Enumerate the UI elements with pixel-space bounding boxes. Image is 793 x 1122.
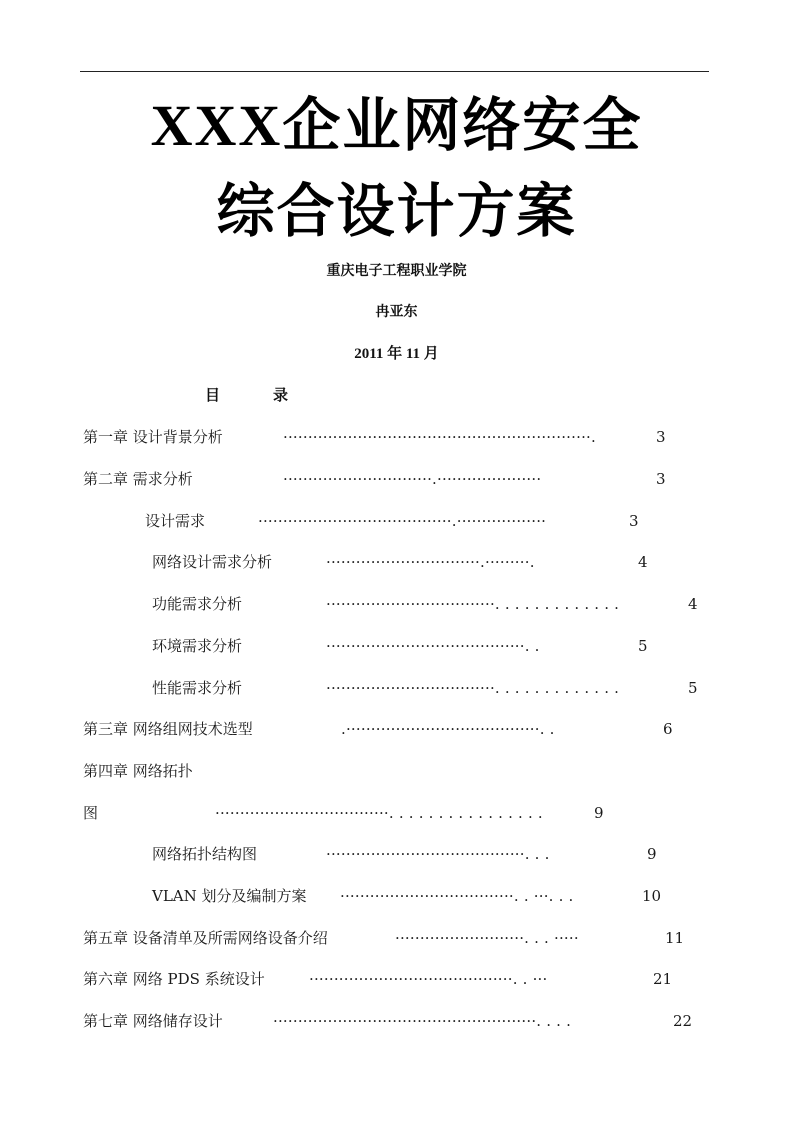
toc-entry[interactable]	[152, 592, 712, 616]
toc-entry-label: 图	[83, 804, 99, 822]
toc-entry-label: 性能需求分析	[152, 679, 243, 697]
toc-entry-label: 第七章 网络储存设计	[83, 1012, 223, 1030]
toc-entry[interactable]	[152, 676, 712, 700]
toc-entry[interactable]	[152, 884, 672, 908]
title-cjk: 企业网络安全	[282, 91, 643, 159]
toc-entry[interactable]	[83, 467, 683, 491]
toc-entry-page: 5	[638, 637, 648, 655]
toc-entry-leader: ··································. . . . . . . . . . . . .	[326, 679, 620, 697]
toc-entry-leader: .·······································. .	[341, 720, 555, 738]
toc-entry-label: VLAN 划分及编制方案	[152, 887, 307, 905]
toc-entry-leader: ·······························.·········.	[326, 553, 535, 571]
toc-entry-page: 21	[653, 970, 673, 988]
toc-entry[interactable]	[83, 967, 683, 991]
toc-entry-label: 第一章 设计背景分析	[83, 428, 223, 446]
toc-entry-page: 6	[663, 720, 673, 738]
toc-heading-char-2: 录	[273, 386, 289, 404]
toc-entry[interactable]	[83, 1009, 703, 1033]
toc-entry-page: 22	[673, 1012, 693, 1030]
document-date: 2011 年 11 月	[354, 346, 439, 362]
toc-entry-page: 9	[647, 845, 657, 863]
toc-entry-leader: ·······································.··················	[258, 512, 547, 530]
toc-entry-page: 3	[629, 512, 639, 530]
toc-entry-label: 第三章 网络组网技术选型	[83, 720, 253, 738]
toc-entry[interactable]	[152, 550, 672, 574]
toc-entry[interactable]	[83, 717, 683, 741]
toc-entry[interactable]	[152, 634, 672, 658]
school-name: 重庆电子工程职业学院	[326, 263, 467, 279]
toc-entry-label: 功能需求分析	[152, 595, 243, 613]
toc-heading-char-1: 目	[205, 386, 221, 404]
toc-entry-label: 第四章 网络拓扑	[83, 762, 193, 780]
toc-entry-leader: ·········································. . ···	[309, 970, 548, 988]
toc-entry-label: 第六章 网络 PDS 系统设计	[83, 970, 265, 988]
toc-entry-label: 第二章 需求分析	[83, 470, 193, 488]
top-rule	[80, 71, 709, 72]
toc-entry-leader: ··································. . . . . . . . . . . . .	[326, 595, 620, 613]
document-title-line-2: 综合设计方案	[216, 177, 577, 245]
toc-entry-leader: ······························································.	[283, 428, 596, 446]
document-title-line-1	[0, 90, 793, 161]
toc-entry-leader: ···································. . ···. . .	[340, 887, 574, 905]
toc-entry-page: 4	[638, 553, 648, 571]
toc-entry-page: 5	[688, 679, 698, 697]
toc-entry[interactable]	[83, 801, 643, 825]
toc-entry-leader: ·····················································. . . .	[273, 1012, 572, 1030]
toc-entry[interactable]	[145, 509, 665, 533]
toc-entry-leader: ········································. .	[326, 637, 540, 655]
toc-entry-label: 设计需求	[145, 512, 206, 530]
toc-entry-page: 9	[594, 804, 604, 822]
toc-entry-page: 10	[642, 887, 662, 905]
toc-entry-label: 网络拓扑结构图	[152, 845, 258, 863]
toc-entry[interactable]	[83, 759, 383, 783]
toc-entry-page: 11	[665, 929, 685, 947]
title-latin: XXX	[150, 93, 283, 158]
toc-entry-leader: ········································. . .	[326, 845, 550, 863]
toc-entry[interactable]	[83, 926, 703, 950]
toc-entry-leader: ···································. . . . . . . . . . . . . . . .	[215, 804, 543, 822]
toc-entry-label: 环境需求分析	[152, 637, 243, 655]
author-name: 冉亚东	[375, 304, 418, 320]
toc-entry-page: 3	[656, 470, 666, 488]
toc-entry-leader: ··························. . . ·····	[395, 929, 579, 947]
toc-entry[interactable]	[83, 425, 683, 449]
toc-entry-label: 网络设计需求分析	[152, 553, 273, 571]
toc-entry-leader: ······························.·····················	[283, 470, 542, 488]
toc-heading	[205, 386, 305, 404]
toc-entry[interactable]	[152, 842, 672, 866]
toc-entry-page: 4	[688, 595, 698, 613]
toc-entry-label: 第五章 设备清单及所需网络设备介绍	[83, 929, 328, 947]
toc-entry-page: 3	[656, 428, 666, 446]
